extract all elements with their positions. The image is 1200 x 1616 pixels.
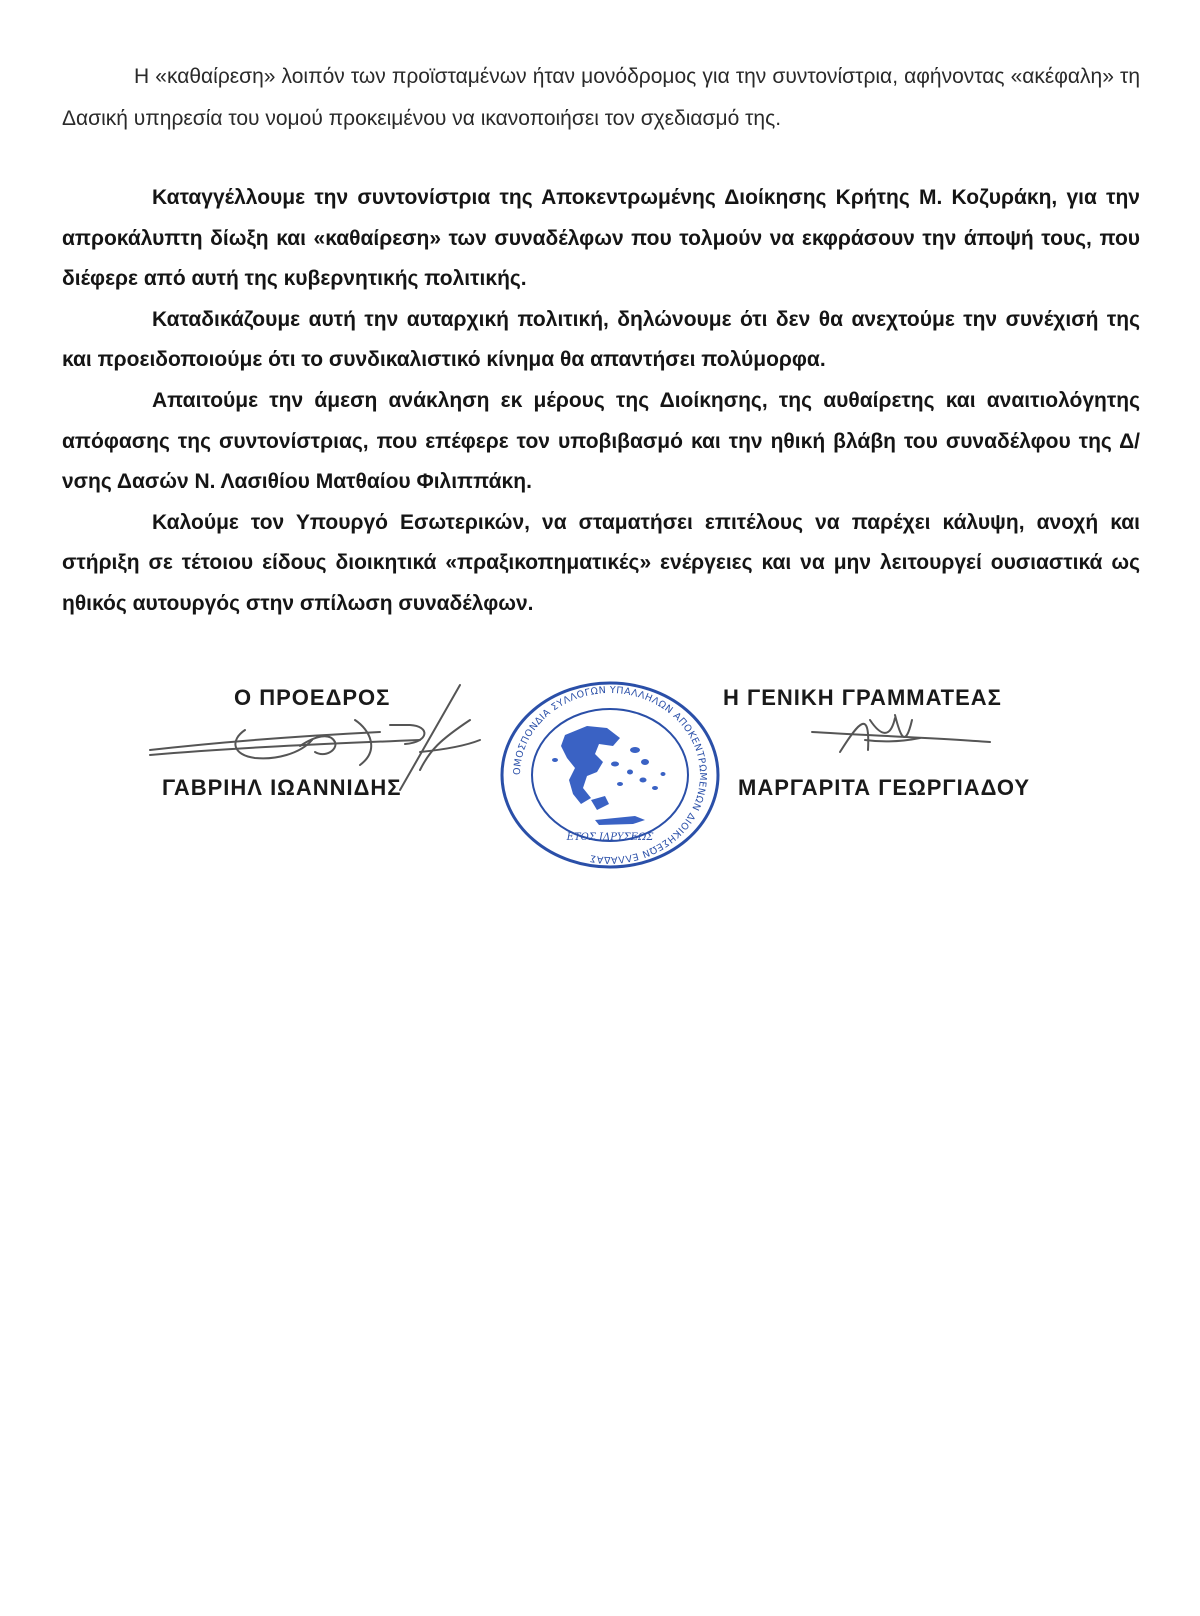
statement-body <box>62 178 1140 625</box>
paragraph-denounce: Καταγγέλλουμε την συντονίστρια της Αποκεντρωμένης Διοίκησης Κρήτης Μ. Κοζυράκη, για την απροκάλυπτη δίωξη και «καθαίρεση» των συναδέλφων που τολμούν να εκφράσουν την άποψή τους, που διέφερε από αυτή της κυβερνητικής πολιτικής. <box>62 186 1140 291</box>
secretary-title: Η ΓΕΝΙΚΗ ΓΡΑΜΜΑΤΕΑΣ <box>723 685 1002 710</box>
signature-block <box>0 680 1200 880</box>
stamp-outer-text: ΟΜΟΣΠΟΝΔΙΑ ΣΥΛΛΟΓΩΝ ΥΠΑΛΛΗΛΩΝ ΑΠΟΚΕΝΤΡΩΜΕΝΩΝ ΔΙΟΙΚΗΣΕΩΝ ΕΛΛΑΔΑΣ <box>511 684 709 866</box>
president-name: ΓΑΒΡΙΗΛ ΙΩΑΝΝΙΔΗΣ <box>162 775 402 800</box>
greece-map-icon <box>552 726 666 825</box>
secretary-name: ΜΑΡΓΑΡΙΤΑ ΓΕΩΡΓΙΑΔΟΥ <box>738 775 1031 800</box>
paragraph-call-minister: Καλούμε τον Υπουργό Εσωτερικών, να σταματήσει επιτέλους να παρέχει κάλυψη, ανοχή και στήριξη σε τέτοιου είδους διοικητικά «πραξικοπηματικές» ενέργειες και να μην λειτουργεί ουσιαστικά ως ηθικός αυτουργός στην σπίλωση συναδέλφων. <box>62 510 1140 615</box>
paragraph-demand: Απαιτούμε την άμεση ανάκληση εκ μέρους της Διοίκησης, της αυθαίρετης και αναιτιολόγητης απόφασης της συντονίστριας, που επέφερε τον υποβιβασμό και την ηθική βλάβη του συναδέλφου της Δ/νσης Δασών Ν. Λασιθίου Ματθαίου Φιλιππάκη. <box>62 388 1140 494</box>
official-stamp <box>495 680 725 870</box>
president-title: Ο ΠΡΟΕΔΡΟΣ <box>234 685 391 710</box>
secretary-signature <box>812 715 990 752</box>
paragraph-condemn: Καταδικάζουμε αυτή την αυταρχική πολιτική, δηλώνουμε ότι δεν θα ανεχτούμε την συνέχισή της και προειδοποιούμε ότι το συνδικαλιστικό κίνημα θα απαντήσει πολύμορφα. <box>62 307 1140 372</box>
intro-paragraph: Η «καθαίρεση» λοιπόν των προϊσταμένων ήταν μονόδρομος για την συντονίστρια, αφήνοντας «ακέφαλη» τη Δασική υπηρεσία του νομού προκειμένου να ικανοποιήσει τον σχεδιασμό της. <box>62 65 1140 130</box>
stamp-inner-text: ΕΤΟΣ ΙΔΡΥΣΕΩΣ <box>566 832 654 843</box>
